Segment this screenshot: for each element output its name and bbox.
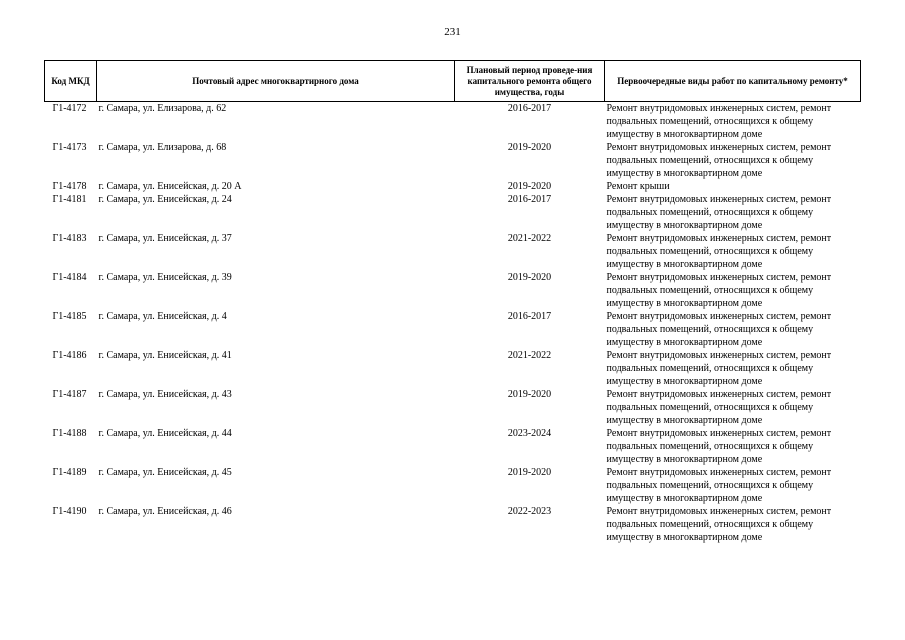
header-works: Первоочередные виды работ по капитальному ремонту*	[605, 61, 861, 102]
cell-address: г. Самара, ул. Енисейская, д. 43	[98, 389, 232, 400]
page-number: 231	[444, 26, 461, 38]
table-row	[45, 271, 861, 310]
table-row	[45, 388, 861, 427]
cell-period: 2019-2020	[507, 467, 552, 478]
cell-code: Г1-4189	[52, 467, 87, 478]
cell-works: Ремонт внутридомовых инженерных систем, ремонт подвальных помещений, относящихся к общему имуществу в многоквартирном доме	[606, 428, 832, 465]
cell-code: Г1-4184	[52, 272, 87, 283]
cell-works: Ремонт внутридомовых инженерных систем, ремонт подвальных помещений, относящихся к общему имуществу в многоквартирном доме	[606, 506, 832, 543]
cell-period: 2019-2020	[507, 181, 552, 192]
cell-works: Ремонт внутридомовых инженерных систем, ремонт подвальных помещений, относящихся к общему имуществу в многоквартирном доме	[606, 350, 832, 387]
cell-code: Г1-4172	[52, 103, 87, 114]
cell-works: Ремонт крыши	[606, 181, 670, 192]
cell-address: г. Самара, ул. Енисейская, д. 46	[98, 506, 232, 517]
cell-period: 2023-2024	[507, 428, 552, 439]
cell-code: Г1-4178	[52, 181, 87, 192]
cell-period: 2019-2020	[507, 142, 552, 153]
header-period: Плановый период проведе-ния капитального ремонта общего имущества, годы	[455, 61, 605, 102]
cell-period: 2022-2023	[507, 506, 552, 517]
table-row	[45, 505, 861, 544]
cell-code: Г1-4181	[52, 194, 87, 205]
cell-period: 2021-2022	[507, 350, 552, 361]
cell-address: г. Самара, ул. Енисейская, д. 37	[98, 233, 232, 244]
cell-period: 2019-2020	[507, 389, 552, 400]
table-row	[45, 141, 861, 180]
table-row	[45, 427, 861, 466]
table-row	[45, 232, 861, 271]
table-row	[45, 180, 861, 193]
cell-address: г. Самара, ул. Елизарова, д. 68	[98, 142, 227, 153]
cell-period: 2016-2017	[507, 311, 552, 322]
cell-code: Г1-4188	[52, 428, 87, 439]
table-row	[45, 466, 861, 505]
header-address: Почтовый адрес многоквартирного дома	[97, 61, 455, 102]
cell-period: 2021-2022	[507, 233, 552, 244]
cell-address: г. Самара, ул. Енисейская, д. 4	[98, 311, 227, 322]
cell-address: г. Самара, ул. Енисейская, д. 39	[98, 272, 232, 283]
cell-code: Г1-4173	[52, 142, 87, 153]
cell-period: 2019-2020	[507, 272, 552, 283]
cell-works: Ремонт внутридомовых инженерных систем, ремонт подвальных помещений, относящихся к общему имуществу в многоквартирном доме	[606, 194, 832, 231]
cell-address: г. Самара, ул. Енисейская, д. 45	[98, 467, 232, 478]
header-code: Код МКД	[45, 61, 97, 102]
table-row	[45, 193, 861, 232]
cell-code: Г1-4187	[52, 389, 87, 400]
cell-period: 2016-2017	[507, 103, 552, 114]
cell-works: Ремонт внутридомовых инженерных систем, ремонт подвальных помещений, относящихся к общему имуществу в многоквартирном доме	[606, 389, 832, 426]
cell-address: г. Самара, ул. Енисейская, д. 24	[98, 194, 232, 205]
table-header-row	[45, 61, 861, 102]
cell-works: Ремонт внутридомовых инженерных систем, ремонт подвальных помещений, относящихся к общему имуществу в многоквартирном доме	[606, 311, 832, 348]
cell-works: Ремонт внутридомовых инженерных систем, ремонт подвальных помещений, относящихся к общему имуществу в многоквартирном доме	[606, 467, 832, 504]
cell-address: г. Самара, ул. Енисейская, д. 20 А	[98, 181, 242, 192]
table-row	[45, 349, 861, 388]
cell-address: г. Самара, ул. Енисейская, д. 44	[98, 428, 232, 439]
repair-schedule-table	[44, 60, 861, 544]
cell-address: г. Самара, ул. Елизарова, д. 62	[98, 103, 227, 114]
cell-code: Г1-4183	[52, 233, 87, 244]
cell-works: Ремонт внутридомовых инженерных систем, ремонт подвальных помещений, относящихся к общему имуществу в многоквартирном доме	[606, 103, 832, 140]
cell-code: Г1-4186	[52, 350, 87, 361]
cell-works: Ремонт внутридомовых инженерных систем, ремонт подвальных помещений, относящихся к общему имуществу в многоквартирном доме	[606, 233, 832, 270]
table-row	[45, 310, 861, 349]
cell-works: Ремонт внутридомовых инженерных систем, ремонт подвальных помещений, относящихся к общему имуществу в многоквартирном доме	[606, 142, 832, 179]
table-row	[45, 102, 861, 142]
cell-period: 2016-2017	[507, 194, 552, 205]
cell-works: Ремонт внутридомовых инженерных систем, ремонт подвальных помещений, относящихся к общему имуществу в многоквартирном доме	[606, 272, 832, 309]
cell-address: г. Самара, ул. Енисейская, д. 41	[98, 350, 232, 361]
cell-code: Г1-4190	[52, 506, 87, 517]
cell-code: Г1-4185	[52, 311, 87, 322]
